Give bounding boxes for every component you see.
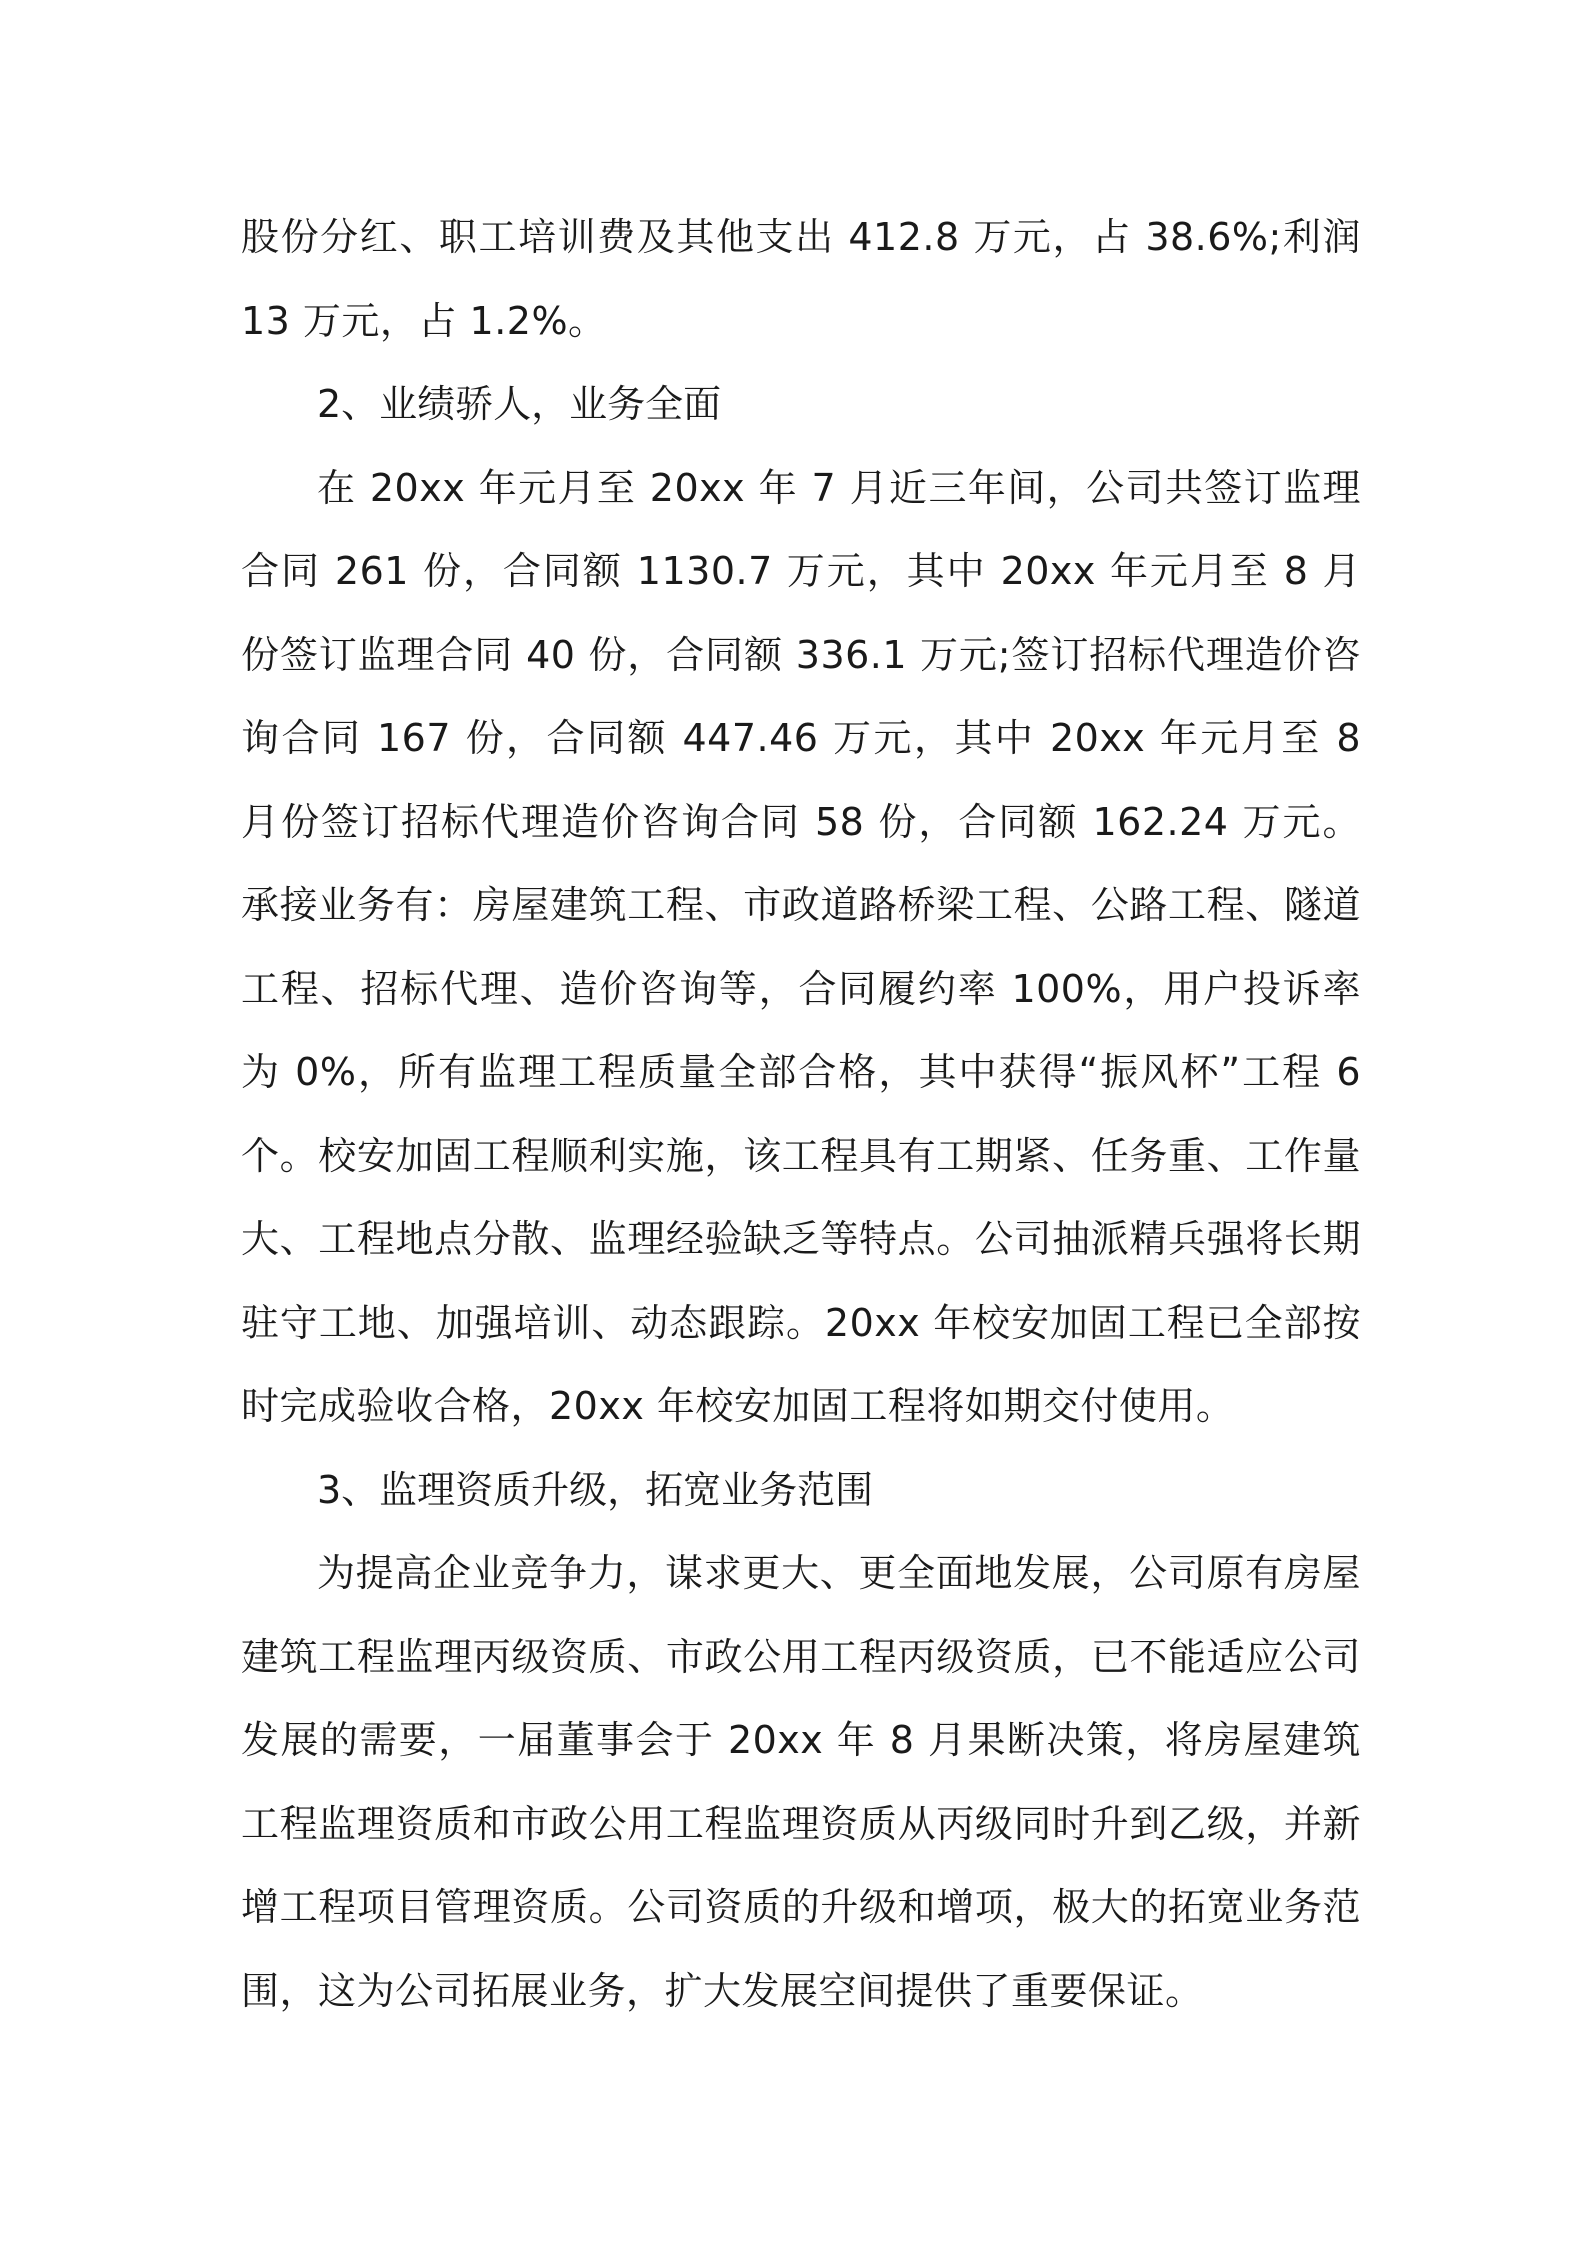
section-heading-performance: 2、业绩骄人，业务全面 <box>317 382 722 426</box>
document-page <box>241 196 1361 2033</box>
section-heading-qualification: 3、监理资质升级，拓宽业务范围 <box>317 1467 874 1512</box>
paragraph-qualification: 为提高企业竞争力，谋求更大、更全面地发展，公司原有房屋建筑工程监理丙级资质、市政公用工程丙级资质，已不能适应公司发展的需要，一届董事会于 20xx 年 8 月果断决策，将房屋建筑工程监理资质和市政公用工程监理资质从丙级同时升到乙级，并新增工程项目管理资质。公司资质的升级和增项，极大的拓宽业务范围，这为公司拓展业务，扩大发展空间提供了重要保证。 <box>241 1551 1361 2013</box>
paragraph-expenses: 股份分红、职工培训费及其他支出 412.8 万元，占 38.6%;利润 13 万元，占 1.2%。 <box>241 215 1361 343</box>
paragraph-performance: 在 20xx 年元月至 20xx 年 7 月近三年间，公司共签订监理合同 261 份，合同额 1130.7 万元，其中 20xx 年元月至 8 月份签订监理合同 40 份，合同额 336.1 万元;签订招标代理造价咨询合同 167 份，合同额 447.46 万元，其中 20xx 年元月至 8 月份签订招标代理造价咨询合同 58 份，合同额 162.24 万元。承接业务有：房屋建筑工程、市政道路桥梁工程、公路工程、隧道工程、招标代理、造价咨询等，合同履约率 100%，用户投诉率为 0%，所有监理工程质量全部合格，其中获得“振风杯”工程 6 个。校安加固工程顺利实施，该工程具有工期紧、任务重、工作量大、工程地点分散、监理经验缺乏等特点。公司抽派精兵强将长期驻守工地、加强培训、动态跟踪。20xx 年校安加固工程已全部按时完成验收合格，20xx 年校安加固工程将如期交付使用。 <box>241 465 1361 1428</box>
